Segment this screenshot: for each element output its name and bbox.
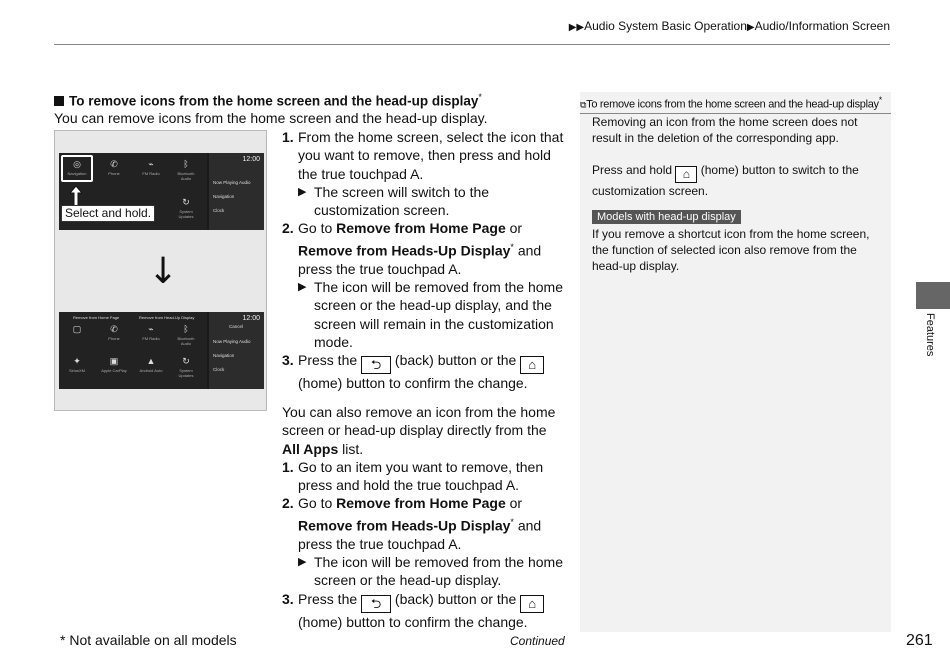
step-2: 2. Go to Remove from Home Page or Remove from Heads-Up Display* and press the true touchpad A.	[282, 220, 542, 277]
home-screen-image: ◎ Navigation ✆ Phone ⌁ FM Radio ᛒ Bluetooth Audio ↻ System Updates 12:00 Now Playing Audio Navigation Clock	[59, 153, 264, 230]
home-button-icon: ⌂	[675, 166, 697, 183]
section-tab-label: Features	[924, 313, 936, 357]
radio-icon: ⌁	[148, 159, 154, 169]
sidebar-paragraph-2: Press and hold ⌂ (home) button to switch to the customization screen.	[592, 163, 859, 198]
steps-block-b	[282, 403, 567, 631]
step-2-result: ▶ The icon will be removed from the home screen or the head-up display.	[298, 554, 563, 589]
triangle-icon: ▶	[298, 185, 307, 198]
triangle-icon: ▶	[298, 281, 307, 294]
sidebar-paragraph-1: Removing an icon from the home screen does not result in the deletion of the corresponding app.	[592, 115, 858, 145]
all-apps-paragraph: You can also remove an icon from the home screen or head-up display directly from the All Apps list.	[282, 404, 556, 457]
sidebar-title: ⧉To remove icons from the home screen and the head-up display*	[580, 95, 891, 114]
illustration	[54, 130, 267, 411]
phone-icon: ✆	[110, 159, 118, 169]
back-button-icon: ⮌	[361, 356, 391, 374]
triangle-icon: ▶▶	[568, 22, 585, 33]
step-1: 1. Go to an item you want to remove, then press and hold the true touchpad A.	[282, 458, 544, 494]
step-3: 3. Press the ⮌ (back) button or the ⌂ (home) button to confirm the change.	[282, 590, 567, 631]
step-2: 2. Go to Remove from Home Page or Remove from Heads-Up Display* and press the true touchpad A.	[282, 495, 542, 552]
step-1: 1. From the home screen, select the icon that you want to remove, then press and hold the true touchpad A.	[282, 129, 564, 182]
steps-block-a	[282, 128, 567, 393]
reference-marker-icon: ⧉	[580, 99, 587, 110]
continued-label: Continued	[510, 634, 565, 648]
section-title: To remove icons from the home screen and the head-up display*	[54, 92, 482, 109]
step-3: 3. Press the ⮌ (back) button or the ⌂ (home) button to confirm the change.	[282, 351, 567, 392]
header-divider	[54, 44, 890, 45]
breadcrumb-part2: Audio/Information Screen	[754, 19, 890, 33]
breadcrumb-part1: Audio System Basic Operation	[584, 19, 747, 33]
triangle-icon: ▶	[298, 556, 307, 569]
customization-screen-image: Remove from Home Page Remove from Head-Up Display ▢ ✆ Phone ⌁ FM Radio ᛒ Bluetooth Audio ✦ SiriusXM ▣ Apple CarPlay ▲ Android Auto ↻ System Updates 12:00 Cancel Now Playing Audio Navigation Clock	[59, 312, 264, 389]
sidebar-notes	[580, 92, 891, 632]
page-number: 261	[906, 632, 933, 649]
step-2-result: ▶ The icon will be removed from the home screen or the head-up display, and the screen will remain in the customization mode.	[298, 279, 563, 350]
footnote: * Not available on all models	[60, 632, 237, 648]
model-badge: Models with head-up display	[592, 210, 741, 224]
callout-label: Select and hold.	[61, 205, 155, 222]
step-1-result: ▶ The screen will switch to the customization screen.	[298, 183, 490, 219]
update-icon: ↻	[182, 197, 190, 207]
home-button-icon: ⌂	[520, 595, 544, 613]
section-tab	[916, 282, 950, 309]
back-button-icon: ⮌	[361, 595, 391, 613]
up-arrow-icon	[70, 186, 82, 206]
sidebar-paragraph-3: If you remove a shortcut icon from the home screen, the function of selected icon also remove from the head-up display.	[592, 227, 870, 273]
breadcrumb	[569, 19, 890, 33]
down-arrow-icon: ↓	[148, 251, 179, 292]
triangle-icon: ▶	[746, 22, 755, 33]
home-button-icon: ⌂	[520, 356, 544, 374]
navigation-icon: ◎	[73, 159, 81, 169]
square-bullet-icon	[54, 96, 64, 106]
intro-text: You can remove icons from the home screen and the head-up display.	[54, 110, 488, 126]
bluetooth-icon: ᛒ	[183, 159, 189, 169]
clock: 12:00	[242, 156, 260, 163]
